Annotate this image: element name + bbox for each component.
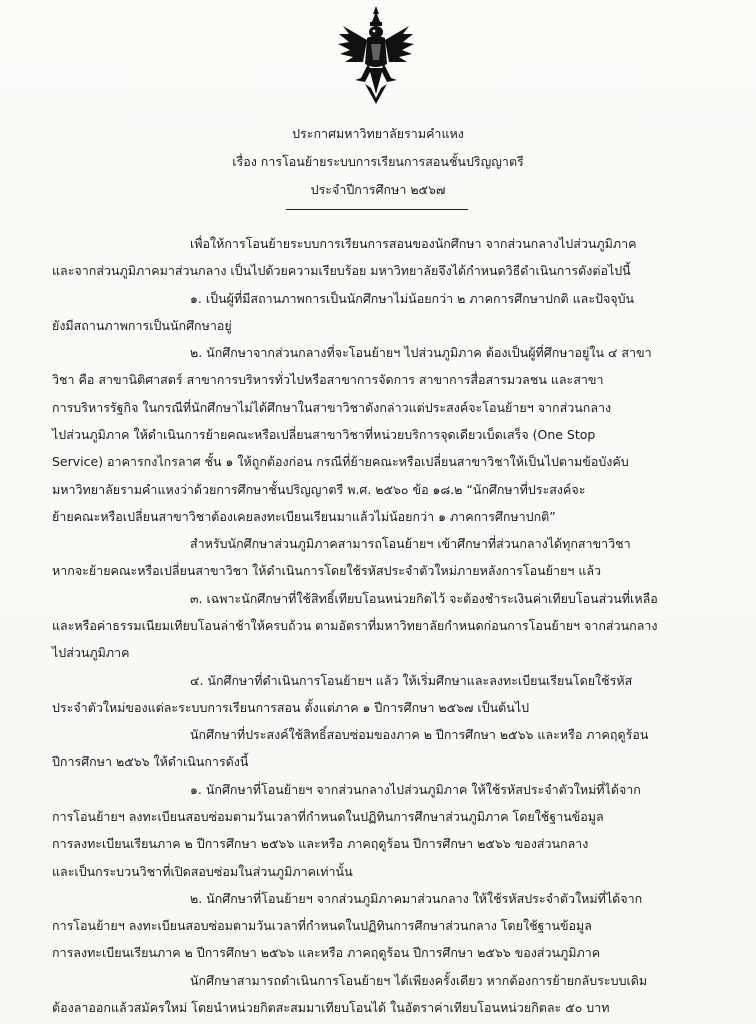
body-line: ๑. นักศึกษาที่โอนย้ายฯ จากส่วนกลางไปส่วนภูมิภาค ให้ใช้รหัสประจำตัวใหม่ที่ได้จาก <box>190 781 641 797</box>
body-line: และหรือค่าธรรมเนียมเทียบโอนล่าช้าให้ครบถ้วน ตามอัตราที่มหาวิทยาลัยกำหนดก่อนการโอนย้ายฯ จากส่วนกลาง <box>52 618 658 633</box>
body-line: ๒. นักศึกษาจากส่วนกลางที่จะโอนย้ายฯ ไปส่วนภูมิภาค ต้องเป็นผู้ที่ศึกษาอยู่ใน ๔ สาขา <box>190 345 652 361</box>
body-line: ๓. เฉพาะนักศึกษาที่ใช้สิทธิ์เทียบโอนหน่วยกิตไว้ จะต้องชำระเงินค่าเทียบโอนส่วนที่เหลือ <box>190 590 658 606</box>
body-line: Service) อาคารกงไกรลาศ ชั้น ๑ ให้ถูกต้องก่อน กรณีที่ย้ายคณะหรือเปลี่ยนสาขาวิชาให้เป็นไปตามข้อบังคับ <box>52 454 629 470</box>
body-line: ไปส่วนภูมิภาค <box>52 645 130 661</box>
body-line: วิชา คือ สาขานิติศาสตร์ สาขาการบริหารทั่วไปหรือสาขาการจัดการ สาขาการสื่อสารมวลชน และสาขา <box>52 372 604 388</box>
announcement-subject: เรื่อง การโอนย้ายระบบการเรียนการสอนชั้นปริญญาตรี <box>232 154 524 169</box>
header-divider <box>286 209 468 210</box>
announcement-issuer: ประกาศมหาวิทยาลัยรามคำแหง <box>292 126 464 141</box>
body-line: ยังมีสถานภาพการเป็นนักศึกษาอยู่ <box>52 317 232 333</box>
body-line: นักศึกษาที่ประสงค์ใช้สิทธิ์สอบซ่อมของภาค ๒ ปีการศึกษา ๒๕๖๖ และหรือ ภาคฤดูร้อน <box>190 727 649 743</box>
body-line: และเป็นกระบวนวิชาที่เปิดสอบซ่อมในส่วนภูมิภาคเท่านั้น <box>52 863 353 879</box>
announcement-academic-year: ประจำปีการศึกษา ๒๕๖๗ <box>310 182 446 197</box>
body-line: สำหรับนักศึกษาส่วนภูมิภาคสามารถโอนย้ายฯ เข้าศึกษาที่ส่วนกลางได้ทุกสาขาวิชา <box>190 536 631 552</box>
body-line: เพื่อให้การโอนย้ายระบบการเรียนการสอนของนักศึกษา จากส่วนกลางไปส่วนภูมิภาค <box>190 236 637 251</box>
body-line: หากจะย้ายคณะหรือเปลี่ยนสาขาวิชา ให้ดำเนินการโดยใช้รหัสประจำตัวใหม่ภายหลังการโอนย้ายฯ แล้ว <box>52 563 602 579</box>
body-line: การบริหารรัฐกิจ ในกรณีที่นักศึกษาไม่ได้ศึกษาในสาขาวิชาดังกล่าวแต่ประสงค์จะโอนย้ายฯ จากส่วนกลาง <box>52 399 612 415</box>
body-line: ประจำตัวใหม่ของแต่ละระบบการเรียนการสอน ตั้งแต่ภาค ๑ ปีการศึกษา ๒๕๖๗ เป็นต้นไป <box>52 699 530 715</box>
body-line: ๑. เป็นผู้ที่มีสถานภาพการเป็นนักศึกษาไม่น้อยกว่า ๒ ภาคการศึกษาปกติ และปัจจุบัน <box>190 290 635 306</box>
body-line: มหาวิทยาลัยรามคำแหงว่าด้วยการศึกษาชั้นปริญญาตรี พ.ศ. ๒๕๖๐ ข้อ ๑๘.๒ “นักศึกษาที่ประสงค์จะ <box>52 481 586 497</box>
garuda-emblem <box>335 4 417 108</box>
body-line: ๒. นักศึกษาที่โอนย้ายฯ จากส่วนภูมิภาคมาส่วนกลาง ให้ใช้รหัสประจำตัวใหม่ที่ได้จาก <box>190 890 643 906</box>
body-line: การลงทะเบียนเรียนภาค ๒ ปีการศึกษา ๒๕๖๖ และหรือ ภาคฤดูร้อน ปีการศึกษา ๒๕๖๖ ของส่วนภูมิภาค <box>52 945 601 961</box>
body-line: ย้ายคณะหรือเปลี่ยนสาขาวิชาต้องเคยลงทะเบียนเรียนมาแล้วไม่น้อยกว่า ๑ ภาคการศึกษาปกติ” <box>52 508 556 524</box>
body-line: ๔. นักศึกษาที่ดำเนินการโอนย้ายฯ แล้ว ให้เริ่มศึกษาและลงทะเบียนเรียนโดยใช้รหัส <box>190 672 633 688</box>
body-line: การโอนย้ายฯ ลงทะเบียนสอบซ่อมตามวันเวลาที่กำหนดในปฏิทินการศึกษาส่วนภูมิภาค โดยใช้ฐานข้อมูล <box>52 809 604 824</box>
body-line: การโอนย้ายฯ ลงทะเบียนสอบซ่อมตามวันเวลาที่กำหนดในปฏิทินการศึกษาส่วนกลาง โดยใช้ฐานข้อมูล <box>52 918 592 934</box>
body-line: ไปส่วนภูมิภาค ให้ดำเนินการย้ายคณะหรือเปลี่ยนสาขาวิชาที่หน่วยบริการจุดเดียวเบ็ดเสร็จ (One Stop <box>52 427 596 442</box>
body-line: ปีการศึกษา ๒๕๖๖ ให้ดำเนินการดังนี้ <box>52 754 249 770</box>
body-line: นักศึกษาสามารถดำเนินการโอนย้ายฯ ได้เพียงครั้งเดียว หากต้องการย้ายกลับระบบเดิม <box>190 972 648 988</box>
body-line: การลงทะเบียนเรียนภาค ๒ ปีการศึกษา ๒๕๖๖ และหรือ ภาคฤดูร้อน ปีการศึกษา ๒๕๖๖ ของส่วนกลาง <box>52 836 589 852</box>
body-line: และจากส่วนภูมิภาคมาส่วนกลาง เป็นไปด้วยความเรียบร้อย มหาวิทยาลัยจึงได้กำหนดวิธีดำเนินการดังต่อไปนี้ <box>52 263 631 279</box>
body-line: ต้องลาออกแล้วสมัครใหม่ โดยนำหน่วยกิตสะสมมาเทียบโอนได้ ในอัตราค่าเทียบโอนหน่วยกิตละ ๕๐ บาท <box>52 1000 610 1015</box>
